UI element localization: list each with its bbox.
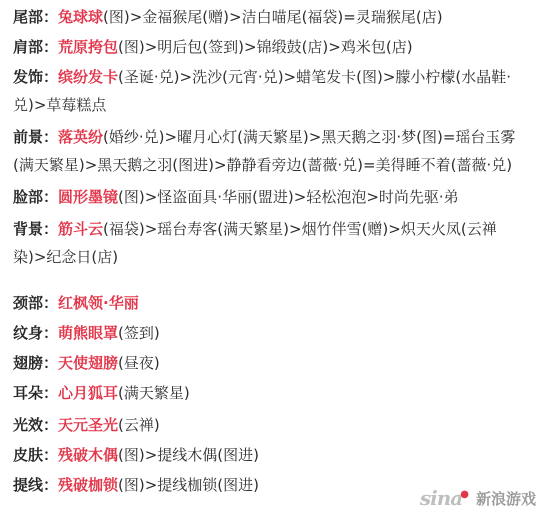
entry-neck <box>13 290 541 316</box>
entry-highlight: 红枫领·华丽 <box>58 294 139 312</box>
entry-highlight: 缤纷发卡 <box>58 68 119 86</box>
entry-wings <box>13 350 541 376</box>
watermark-text: 新浪游戏 <box>475 489 536 508</box>
entry-text: (福袋)>瑶台寿客(满天繁星)>烟竹伴雪(赠)>炽天火凤(云禅 <box>103 220 497 238</box>
entry-highlight: 圆形墨镜 <box>58 188 119 206</box>
entry-text: (图)>金福猴尾(赠)>洁白喵尾(福袋)=灵瑞猴尾(店) <box>103 8 443 26</box>
entry-highlight: 天使翅膀 <box>58 354 119 372</box>
sina-logo-icon: sina● <box>419 486 468 510</box>
entry-foreground <box>13 124 541 150</box>
entry-label: 脸部： <box>13 188 59 206</box>
entry-ears <box>13 380 541 406</box>
entry-label: 颈部： <box>13 294 59 312</box>
entry-text: 兑)>草莓糕点 <box>13 96 107 114</box>
entry-background-cont <box>13 244 541 270</box>
entry-label: 尾部： <box>13 8 59 26</box>
entry-text: (圣诞·兑)>洗沙(元宵·兑)>蜡笔发卡(图)>朦小柠檬(水晶鞋· <box>118 68 512 86</box>
entry-highlight: 残破枷锁 <box>58 476 119 494</box>
entry-hair-accessory <box>13 64 541 90</box>
entry-label: 前景： <box>13 128 59 146</box>
entry-highlight: 荒原挎包 <box>58 38 119 56</box>
entry-highlight: 心月狐耳 <box>58 384 119 402</box>
entry-label: 发饰： <box>13 68 59 86</box>
entry-label: 提线： <box>13 476 59 494</box>
entry-highlight: 萌熊眼罩 <box>58 324 119 342</box>
entry-face <box>13 184 541 210</box>
entry-text: (婚纱·兑)>曜月心灯(满天繁星)>黑天鹅之羽·梦(图)=瑶台玉雾 <box>103 128 516 146</box>
entry-label: 翅膀： <box>13 354 59 372</box>
entry-highlight: 筋斗云 <box>58 220 104 238</box>
entry-highlight: 兔球球 <box>58 8 104 26</box>
entry-text: (云禅) <box>118 416 160 434</box>
entry-highlight: 残破木偶 <box>58 446 119 464</box>
entry-skin <box>13 442 541 468</box>
entry-tattoo <box>13 320 541 346</box>
entry-text: (满天繁星) <box>118 384 190 402</box>
entry-label: 耳朵： <box>13 384 59 402</box>
entry-label: 纹身： <box>13 324 59 342</box>
entry-foreground-cont <box>13 152 541 178</box>
entry-light-effect <box>13 412 541 438</box>
entry-text: (图)>提线枷锁(图进) <box>118 476 260 494</box>
entry-text: (签到) <box>118 324 160 342</box>
entry-hair-accessory-cont <box>13 92 541 118</box>
entry-label: 背景： <box>13 220 59 238</box>
entry-text: 染)>纪念日(店) <box>13 248 119 266</box>
entry-text: (昼夜) <box>118 354 160 372</box>
entry-label: 皮肤： <box>13 446 59 464</box>
entry-text: (图)>明后包(签到)>锦缎鼓(店)>鸡米包(店) <box>118 38 413 56</box>
entry-shoulder <box>13 34 541 60</box>
sina-games-watermark <box>420 486 536 510</box>
entry-text: (满天繁星)>黑天鹅之羽(图进)>静静看旁边(蔷薇·兑)=美得睡不着(蔷薇·兑) <box>13 156 513 174</box>
entry-text: (图)>怪盗面具·华丽(盟进)>轻松泡泡>时尚先驱·弟 <box>118 188 459 206</box>
entry-text: (图)>提线木偶(图进) <box>118 446 260 464</box>
entry-tail <box>13 4 541 30</box>
entry-label: 光效： <box>13 416 59 434</box>
entry-label: 肩部： <box>13 38 59 56</box>
entry-background <box>13 216 541 242</box>
entry-highlight: 天元圣光 <box>58 416 119 434</box>
entry-highlight: 落英纷 <box>58 128 104 146</box>
